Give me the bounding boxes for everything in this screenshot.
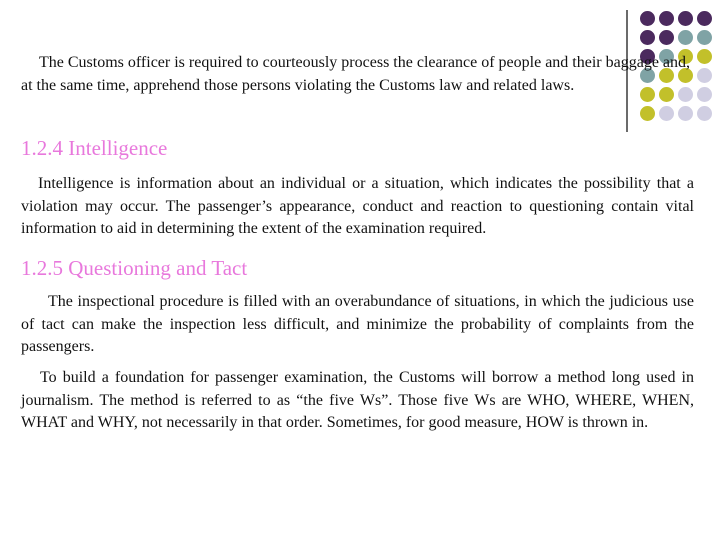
five-ws-paragraph: To build a foundation for passenger examination, the Customs will borrow a method long used in journalism. The method is referred to as “the five Ws”. Those five Ws are WHO, WHERE, WHEN, WHAT and WHY, not necessarily in that order. Sometimes, for good measure, HOW is thrown in. [21, 369, 694, 431]
decorative-dot [697, 49, 712, 64]
decorative-dot [640, 106, 655, 121]
decorative-dot [640, 30, 655, 45]
intelligence-paragraph: Intelligence is information about an individual or a situation, which indicates the possibility that a violation may occur. The passenger’s appearance, conduct and reaction to questioning contain vital information to aid in determining the extent of the examination required. [21, 175, 694, 237]
decorative-dot [678, 106, 693, 121]
decorative-dot [659, 30, 674, 45]
decorative-dot [659, 106, 674, 121]
heading-intelligence: 1.2.4 Intelligence [21, 136, 168, 160]
decorative-dot [697, 11, 712, 26]
decorative-dot [697, 30, 712, 45]
heading-questioning-and-tact: 1.2.5 Questioning and Tact [21, 256, 248, 280]
decorative-dot [640, 11, 655, 26]
questioning-paragraph: The inspectional procedure is filled with an overabundance of situations, in which the judicious use of tact can make the inspection less difficult, and minimize the probability of complaints from the passengers. [21, 293, 694, 355]
decorative-dot [678, 11, 693, 26]
decorative-dot [659, 11, 674, 26]
decorative-dot [697, 68, 712, 83]
intro-paragraph: The Customs officer is required to courteously process the clearance of people and their baggage and, at the same time, apprehend those persons violating the Customs law and related laws. [21, 54, 691, 94]
decorative-dot [678, 30, 693, 45]
decorative-dot [697, 106, 712, 121]
decorative-dot [697, 87, 712, 102]
